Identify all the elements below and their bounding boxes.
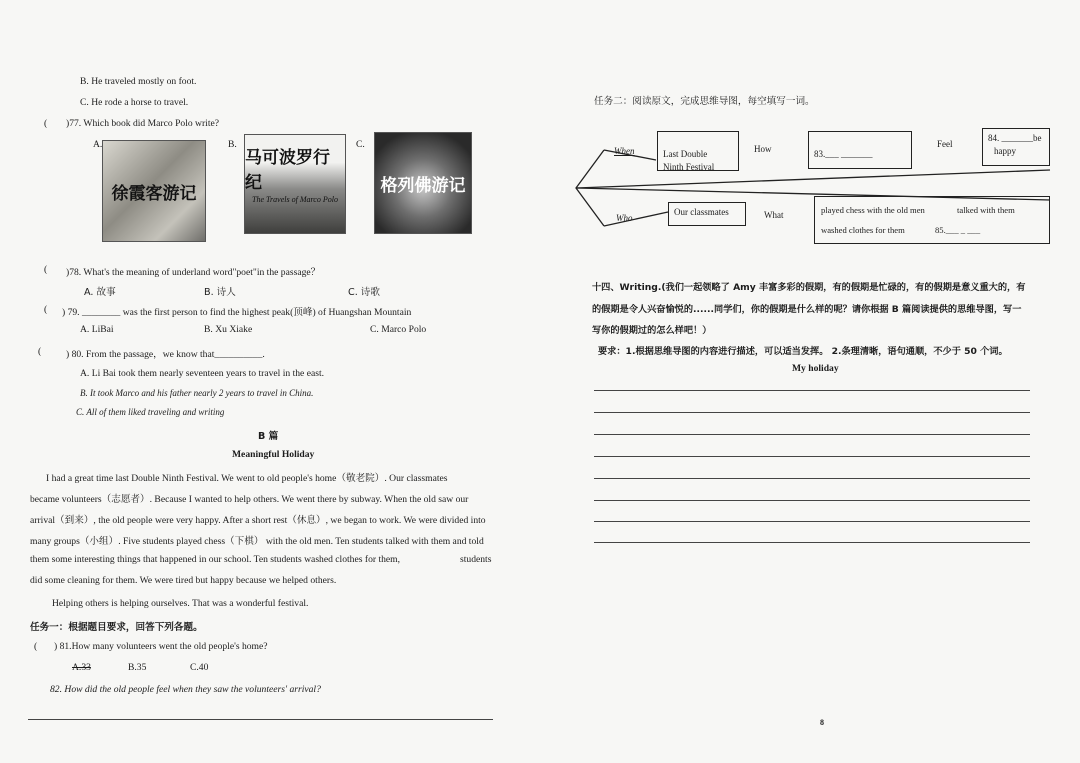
q77-label-c: C. <box>356 139 365 150</box>
q79-option-b: B. Xu Xiake <box>204 324 253 335</box>
book-a-title: 徐霞客游记 <box>111 183 197 204</box>
task2-heading: 任务二：阅读原文，完成思维导图，每空填写一词。 <box>594 96 815 107</box>
writing-line-7[interactable] <box>594 521 1030 522</box>
q81-option-c: C.40 <box>190 662 209 673</box>
mindmap-what-box <box>814 196 1050 244</box>
passage-line-4: many groups（小组）. Five students played chess（下棋） with the old men. Ten students talked with them and told <box>30 536 484 547</box>
writing-line-6[interactable] <box>594 500 1030 501</box>
q81-paren: ( <box>34 641 38 652</box>
book-c-title: 格列佛游记 <box>380 175 466 196</box>
q78-question: )78. What's the meaning of underland word"poet"in the passage？ <box>66 267 321 278</box>
mindmap-festival-box <box>657 131 739 171</box>
book-b-title: 马可波罗行纪 <box>245 148 330 193</box>
q77-paren: ( <box>44 118 48 129</box>
q80-paren: ( <box>38 346 42 357</box>
passage-line-2: became volunteers（志愿者）. Because I wanted to help others. We went there by subway. When the old saw our <box>30 494 469 505</box>
passage-line-6: did some cleaning for them. We were tired but happy because we helped others. <box>30 575 337 586</box>
mindmap-branch-who <box>604 212 668 226</box>
q76-option-c: C. He rode a horse to travel. <box>80 97 189 108</box>
q80-option-a: A. Li Bai took them nearly seventeen years to travel in the east. <box>80 368 325 379</box>
mindmap-who-label: Who <box>616 213 633 223</box>
passage-closing: Helping others is helping ourselves. That was a wonderful festival. <box>52 598 309 609</box>
mindmap-festival-text: Last Double Ninth Festival <box>663 149 715 173</box>
book-b-subtitle: The Travels of Marco Polo <box>252 195 338 204</box>
writing-instruction-3: 写你的假期过的怎么样吧！） <box>592 325 712 336</box>
passage-line-1: I had a great time last Double Ninth Festival. We went to old people's home（敬老院）. Our classmates <box>46 473 448 484</box>
writing-line-4[interactable] <box>594 456 1030 457</box>
q81-option-b: B.35 <box>128 662 147 673</box>
q81-option-a: A.33 <box>72 662 91 673</box>
passage-line-3: arrival（到来）, the old people were very happy. After a short rest（休息）, we began to work. We were divided into <box>30 515 486 526</box>
task1-heading: 任务一：根据题目要求，回答下列各题。 <box>30 622 203 633</box>
q82-question: 82. How did the old people feel when they saw the volunteers' arrival? <box>50 684 321 695</box>
mindmap-what-2: talked with them <box>957 205 1015 215</box>
q81-question: ) 81.How many volunteers went the old people's home? <box>54 641 268 652</box>
q77-label-b: B. <box>228 139 237 150</box>
mindmap-what-1: played chess with the old men <box>821 205 925 215</box>
passage-line-5: them some interesting things that happened in our school. Ten students washed clothes for them, <box>30 554 401 565</box>
writing-line-2[interactable] <box>594 412 1030 413</box>
q78-option-b: B. 诗人 <box>204 287 236 298</box>
mindmap-classmates-text: Our classmates <box>674 207 729 217</box>
q77-question: )77. Which book did Marco Polo write? <box>66 118 220 129</box>
mindmap-q84-word: happy <box>994 146 1016 157</box>
writing-line-8[interactable] <box>594 542 1030 543</box>
mindmap-what-label: What <box>764 210 784 220</box>
mindmap-when-label: When <box>614 146 635 156</box>
mindmap-what-3: washed clothes for them <box>821 225 905 235</box>
passage-title: Meaningful Holiday <box>232 449 315 460</box>
mindmap-spine-top <box>576 170 1050 188</box>
q77-label-a: A. <box>93 139 103 150</box>
writing-instruction-1: 十四、Writing.(我们一起领略了 Amy 丰富多彩的假期，有的假期是忙碌的，有的假期是意义重大的，有 <box>592 282 1026 293</box>
writing-line-1[interactable] <box>594 390 1030 391</box>
page-number: 8 <box>820 718 824 727</box>
q79-question: ) 79. ________ was the first person to find the highest peak(顶峰) of Huangshan Mountain <box>62 307 412 318</box>
q78-option-a: A. 故事 <box>84 287 116 298</box>
q80-question: ) 80. From the passage，we know that__________. <box>66 349 265 360</box>
q78-option-c: C. 诗歌 <box>348 287 380 298</box>
q76-option-b: B. He traveled mostly on foot. <box>80 76 197 87</box>
writing-line-3[interactable] <box>594 434 1030 435</box>
q79-option-c: C. Marco Polo <box>370 324 427 335</box>
q79-option-a: A. LiBai <box>80 324 114 335</box>
writing-instruction-2: 的假期是令人兴奋愉悦的......同学们，你的假期是什么样的呢？请你根据 B 篇阅读提供的思维导图，写一 <box>592 304 1022 315</box>
mindmap-q83-box <box>808 131 912 169</box>
writing-line-5[interactable] <box>594 478 1030 479</box>
mindmap-q84-blank[interactable]: 84. _______be <box>988 133 1042 143</box>
essay-title: My holiday <box>792 363 839 374</box>
q80-option-c: C. All of them liked traveling and writing <box>76 407 225 417</box>
section-b-heading: B 篇 <box>258 431 279 442</box>
mindmap-q85-blank[interactable]: 85.___ _ ___ <box>935 225 981 235</box>
writing-requirement: 要求：1.根据思维导图的内容进行描述，可以适当发挥。 2.条理清晰，语句通顺，不少于 50 个词。 <box>598 346 1008 357</box>
q78-paren: ( <box>44 264 48 275</box>
mindmap-classmates-box <box>668 202 746 226</box>
mindmap-q84-box <box>982 128 1050 166</box>
passage-line-5-end: students <box>460 554 492 565</box>
mindmap-feel-label: Feel <box>937 139 953 149</box>
q80-option-b: B. It took Marco and his father nearly 2 years to travel in China. <box>80 388 314 398</box>
q79-paren: ( <box>44 304 48 315</box>
mindmap-how-label: How <box>754 144 772 154</box>
mindmap-q83-blank[interactable]: 83.___ _______ <box>814 149 873 159</box>
